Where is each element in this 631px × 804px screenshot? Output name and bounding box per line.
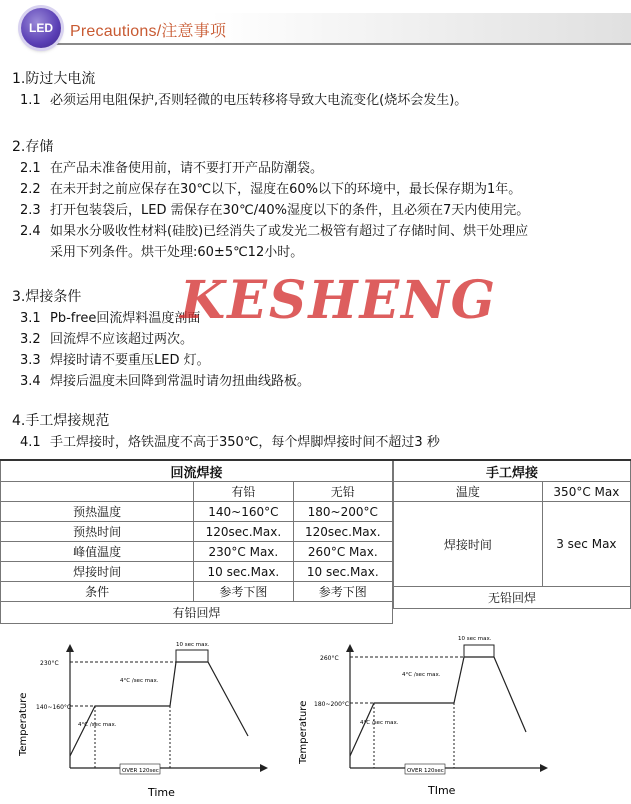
peak-box <box>176 650 208 662</box>
section-storage <box>12 136 627 263</box>
list-item: 3.4 焊接后温度未回降到常温时请勿扭曲线路板。 <box>20 374 311 389</box>
profile-curve <box>70 662 248 756</box>
table-cell: 参考下图 <box>293 582 392 602</box>
x-axis-arrow <box>540 764 548 772</box>
over-note: OVER 120sec <box>122 768 159 774</box>
list-item: 3.1 Pb-free回流焊料温度剖面 <box>20 311 201 326</box>
hand-soldering-table <box>393 459 631 609</box>
table-cell: 230°C Max. <box>194 542 293 562</box>
graph-lead-free <box>298 636 548 797</box>
over-note: OVER 120sec <box>407 768 444 774</box>
table-cell: 温度 <box>394 482 543 502</box>
section-title: 3.焊接条件 <box>12 289 82 305</box>
table-header-cell: 无铅 <box>293 482 392 502</box>
hand-table-footer: 无铅回焊 <box>394 587 631 609</box>
reflow-table-footer: 有铅回焊 <box>1 602 393 624</box>
peak-box <box>464 645 494 657</box>
list-item: 2.1 在产品未准备使用前，请不要打开产品防潮袋。 <box>20 161 324 176</box>
section-title: 4.手工焊接规范 <box>12 413 110 429</box>
section-hand-soldering <box>12 410 627 453</box>
page-title: Precautions/注意事项 <box>70 23 227 40</box>
table-cell: 120sec.Max. <box>194 522 293 542</box>
graph-leaded <box>18 642 268 799</box>
table-cell: 3 sec Max <box>542 502 630 587</box>
table-header-cell: 有铅 <box>194 482 293 502</box>
list-item: 2.3 打开包装袋后，LED 需保存在30℃/40%湿度以下的条件，且必须在7天内使用完。 <box>20 203 530 218</box>
reflow-profile-graphs <box>0 628 631 800</box>
table-cell: 参考下图 <box>194 582 293 602</box>
x-axis-label: TIme <box>428 784 456 797</box>
table-cell: 140~160°C <box>194 502 293 522</box>
ramp-small-note: 4°C /sec max. <box>360 720 399 726</box>
peak-temp-label: 230°C <box>40 660 59 667</box>
table-row <box>1 562 393 582</box>
table-cell: 焊接时间 <box>1 562 194 582</box>
list-item: 3.3 焊接时请不要重压LED 灯。 <box>20 353 210 368</box>
page-header <box>0 0 631 54</box>
table-cell: 预热温度 <box>1 502 194 522</box>
y-axis-label: Temperature <box>18 692 29 756</box>
table-row <box>1 582 393 602</box>
table-cell: 350°C Max <box>542 482 630 502</box>
table-cell: 10 sec.Max. <box>293 562 392 582</box>
table-row <box>394 482 631 502</box>
watermark: KESHENG <box>180 270 498 331</box>
x-axis-arrow <box>260 764 268 772</box>
table-cell: 焊接时间 <box>394 502 543 587</box>
table-row <box>1 542 393 562</box>
reflow-graphs-svg <box>0 628 631 800</box>
list-item: 2.4 如果水分吸收性材料(硅胶)已经消失了或发光二极管有超过了存储时间、烘干处理应 <box>20 224 529 239</box>
list-item: 2.2 在未开封之前应保存在30℃以下，湿度在60%以下的环境中，最长保存期为1年。 <box>20 182 522 197</box>
y-axis-arrow <box>66 644 74 652</box>
led-badge: LED <box>21 8 61 48</box>
list-item-continuation: 采用下列条件。烘干处理:60±5℃12小时。 <box>50 245 304 260</box>
y-axis-label: Temperature <box>298 700 309 764</box>
ramp-small-note: 4°C /sec max. <box>78 722 117 728</box>
x-axis-label: Time <box>148 786 175 799</box>
reflow-table-title: 回流焊接 <box>1 460 393 482</box>
hand-table-title: 手工焊接 <box>394 460 631 482</box>
table-cell: 峰值温度 <box>1 542 194 562</box>
table-cell: 条件 <box>1 582 194 602</box>
ramp-up-note: 4°C /sec max. <box>402 672 441 678</box>
table-cell: 260°C Max. <box>293 542 392 562</box>
preheat-temp-label: 140~160°C <box>36 704 72 711</box>
peak-temp-label: 260°C <box>320 655 339 662</box>
section-current <box>12 68 627 111</box>
preheat-temp-label: 180~200°C <box>314 701 350 708</box>
table-row <box>1 502 393 522</box>
list-item: 4.1 手工焊接时，烙铁温度不高于350℃，每个焊脚焊接时间不超过3 秒 <box>20 435 440 450</box>
table-cell: 120sec.Max. <box>293 522 392 542</box>
section-title: 1.防过大电流 <box>12 71 96 87</box>
table-cell: 180~200°C <box>293 502 392 522</box>
table-row <box>1 522 393 542</box>
top-note: 10 sec max. <box>458 636 492 642</box>
table-header-cell <box>1 482 194 502</box>
list-item: 1.1 必须运用电阻保护,否则轻微的电压转移将导致大电流变化(烧坏会发生)。 <box>20 93 468 108</box>
table-cell: 预热时间 <box>1 522 194 542</box>
top-note: 10 sec max. <box>176 642 210 648</box>
table-cell: 10 sec.Max. <box>194 562 293 582</box>
list-item: 3.2 回流焊不应该超过两次。 <box>20 332 194 347</box>
y-axis-arrow <box>346 644 354 652</box>
reflow-table <box>0 459 393 624</box>
section-title: 2.存储 <box>12 139 54 155</box>
ramp-up-note: 4°C /sec max. <box>120 678 159 684</box>
soldering-tables <box>0 459 631 625</box>
